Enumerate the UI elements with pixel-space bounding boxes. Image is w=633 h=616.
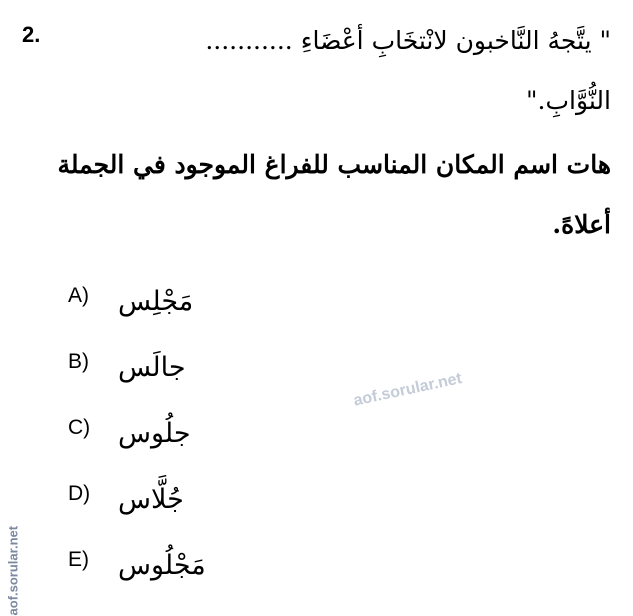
option-d[interactable]: [68, 482, 268, 522]
option-text: جُلَّاس: [118, 484, 184, 515]
question-sentence-line-2: النُّوَّابِ.": [526, 86, 611, 115]
option-a[interactable]: [68, 284, 268, 324]
option-letter: C): [68, 416, 91, 439]
option-text: جالَس: [118, 352, 186, 383]
option-text: جلُوس: [118, 418, 191, 449]
option-letter: B): [68, 350, 89, 373]
question-number: 2.: [22, 22, 41, 47]
option-c[interactable]: [68, 416, 268, 456]
question-instruction-line-1: هات اسم المكان المناسب للفراغ الموجود في الجملة: [57, 150, 611, 179]
option-letter: A): [68, 284, 89, 307]
option-text: مَجْلُوس: [118, 550, 206, 581]
option-letter: E): [68, 548, 89, 571]
watermark-side: aof.sorular.net: [5, 525, 21, 616]
option-e[interactable]: [68, 548, 268, 588]
option-b[interactable]: [68, 350, 268, 390]
question-sentence-line-1: " يتَّجهُ النَّاخبون لانْتخَابِ أعْضَاءِ ...........: [205, 26, 611, 55]
question-instruction-line-2: أعلاهً.: [552, 210, 611, 239]
option-letter: D): [68, 482, 91, 505]
option-text: مَجْلِس: [118, 286, 194, 317]
watermark-center: aof.sorular.net: [352, 370, 464, 410]
